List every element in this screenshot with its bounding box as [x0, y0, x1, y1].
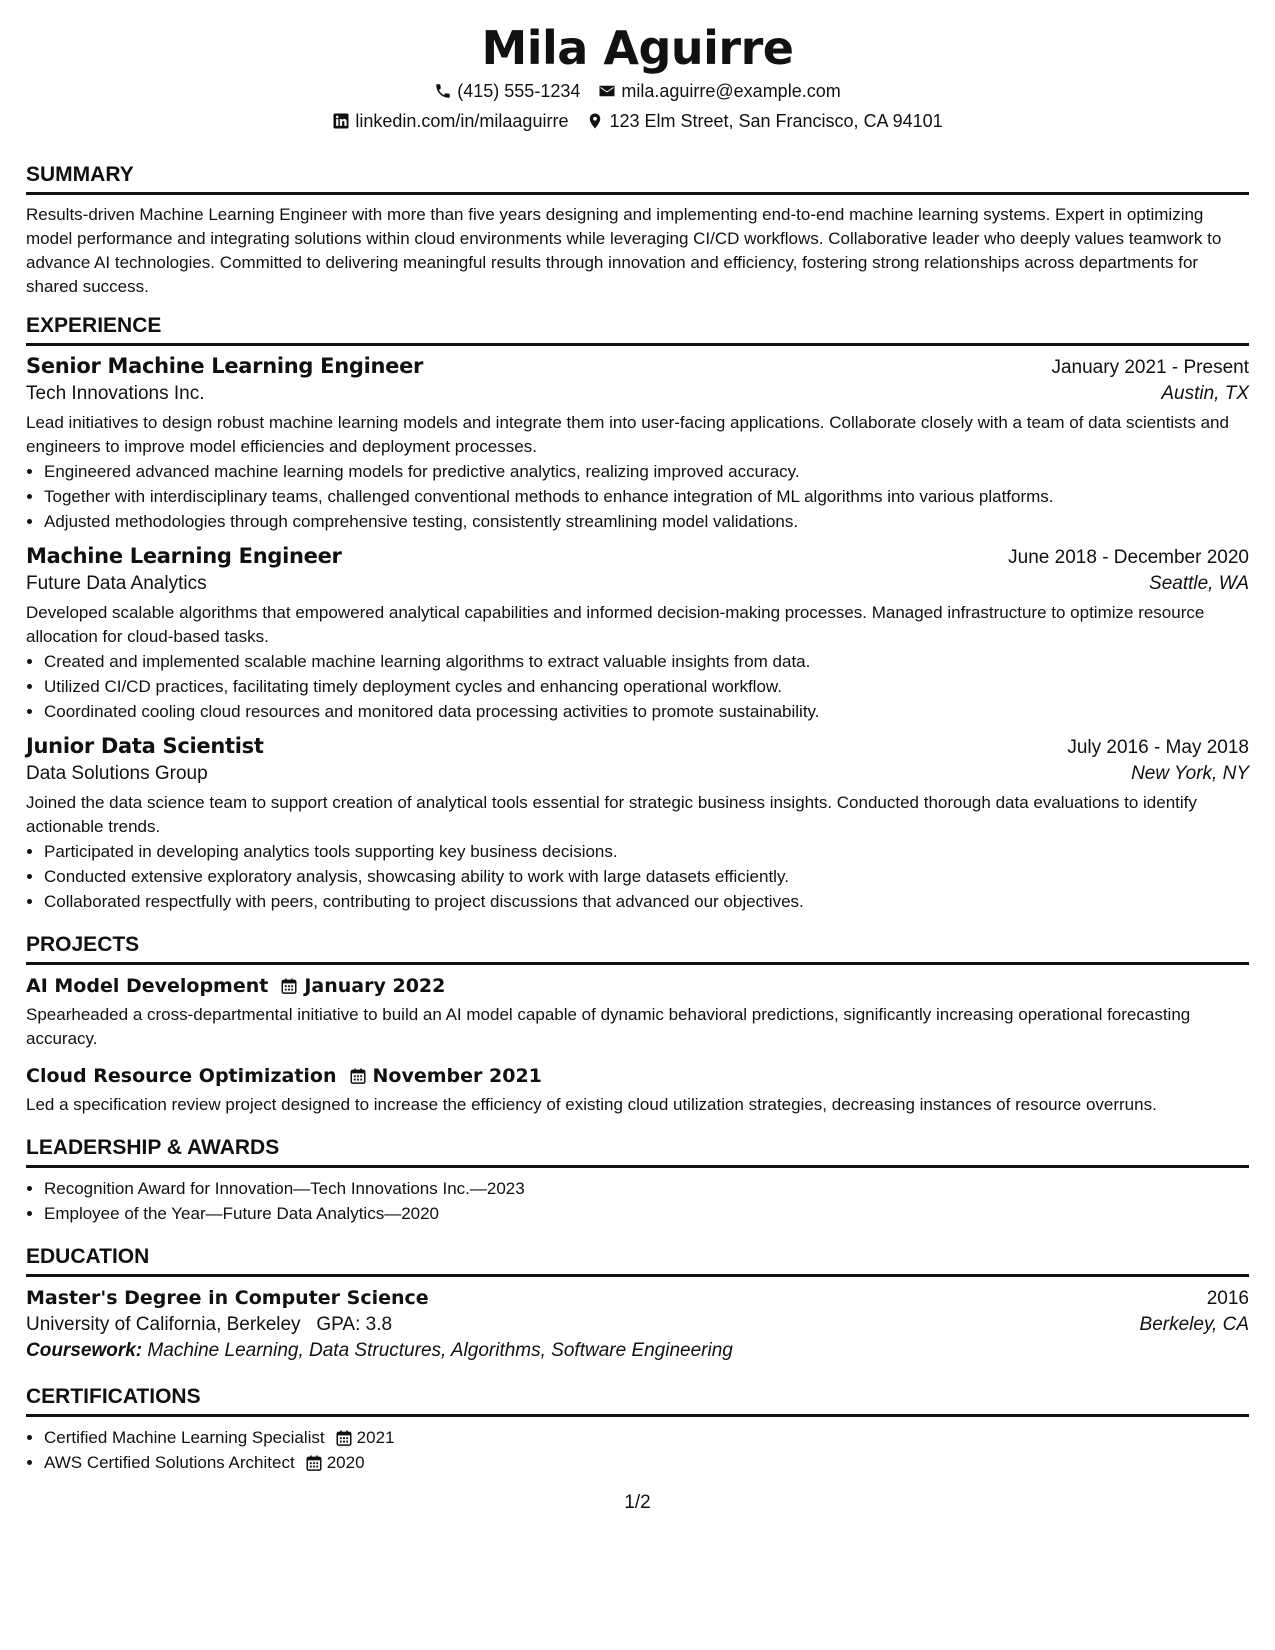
- education-school-line: [26, 1314, 392, 1336]
- page-number: 1/2: [624, 1492, 651, 1513]
- job-description: Lead initiatives to design robust machine learning models and integrate them into user-facing applications. Collaborate closely with a team of data scientists and engineers to improve model efficiencies and deployment processes.: [26, 413, 1229, 456]
- calendar-icon: [349, 1067, 367, 1085]
- project-entry: [26, 1065, 1249, 1117]
- job-subheader: [26, 763, 1249, 785]
- job-entry: [26, 544, 1249, 724]
- job-title: Junior Data Scientist: [26, 734, 264, 758]
- certification-entry: [44, 1425, 394, 1450]
- certification-name: • Certified Machine Learning Specialist: [44, 1428, 325, 1447]
- job-entry: [26, 354, 1249, 534]
- candidate-name: Mila Aguirre: [481, 21, 794, 75]
- job-bullets: [26, 839, 1249, 914]
- certification-entry: [44, 1450, 365, 1475]
- coursework-label: Coursework:: [26, 1340, 143, 1361]
- job-location: Seattle, WA: [1149, 573, 1249, 594]
- project-name: AI Model Development: [26, 975, 269, 997]
- job-company: Future Data Analytics: [26, 573, 207, 594]
- project-header: [26, 975, 1249, 997]
- job-subheader: [26, 383, 1249, 405]
- list-item: • Together with interdisciplinary teams, challenged conventional methods to enhance integration of ML algorithms into various platforms.: [44, 484, 1249, 509]
- list-item: • Utilized CI/CD practices, facilitating timely deployment cycles and enhancing operational workflow.: [44, 674, 1249, 699]
- job-bullets: [26, 649, 1249, 724]
- job-header: [26, 734, 1249, 759]
- job-title: Machine Learning Engineer: [26, 544, 342, 568]
- education-gpa: GPA: 3.8: [316, 1314, 393, 1335]
- job-bullets: [26, 459, 1249, 534]
- certification-date: [305, 1450, 365, 1475]
- list-item: • Created and implemented scalable machine learning algorithms to extract valuable insights from data.: [44, 649, 1249, 674]
- section-title-education: EDUCATION: [26, 1244, 1249, 1277]
- calendar-icon: [280, 977, 298, 995]
- contact-address: [586, 106, 942, 136]
- contact-row-primary: [26, 76, 1249, 106]
- phone-text: (415) 555-1234: [457, 81, 581, 101]
- job-dates: January 2021 - Present: [1051, 357, 1249, 378]
- calendar-icon: [335, 1429, 353, 1447]
- phone-icon: [434, 82, 452, 100]
- contact-phone: [434, 76, 580, 106]
- education-school: University of California, Berkeley: [26, 1314, 301, 1335]
- contact-email[interactable]: [598, 76, 840, 106]
- project-description: Led a specification review project designed to increase the efficiency of existing cloud utilization strategies, decreasing instances of resource overruns.: [26, 1095, 1157, 1114]
- project-date: [280, 975, 445, 997]
- project-header: [26, 1065, 1249, 1087]
- job-dates: July 2016 - May 2018: [1067, 737, 1249, 758]
- education-subheader: [26, 1314, 1249, 1336]
- job-header: [26, 544, 1249, 569]
- list-item: • Coordinated cooling cloud resources and monitored data processing activities to promote sustainability.: [44, 699, 1249, 724]
- list-item: • Conducted extensive exploratory analysis, showcasing ability to work with large datasets efficiently.: [44, 864, 1249, 889]
- list-item: • Participated in developing analytics tools supporting key business decisions.: [44, 839, 1249, 864]
- email-text: mila.aguirre@example.com: [621, 81, 841, 101]
- list-item: • Engineered advanced machine learning models for predictive analytics, realizing improved accuracy.: [44, 459, 1249, 484]
- certification-name: • AWS Certified Solutions Architect: [44, 1453, 295, 1472]
- list-item: • Adjusted methodologies through comprehensive testing, consistently streamlining model validations.: [44, 509, 1249, 534]
- education-header: [26, 1287, 1249, 1310]
- awards-list: [26, 1176, 1249, 1226]
- linkedin-text: linkedin.com/in/milaaguirre: [355, 111, 569, 131]
- linkedin-icon: [332, 112, 350, 130]
- job-description: Joined the data science team to support creation of analytical tools essential for strategic business insights. Conducted thorough data evaluations to identify actionable trends.: [26, 793, 1197, 836]
- calendar-icon: [305, 1454, 323, 1472]
- certifications-list: [26, 1425, 1249, 1475]
- envelope-icon: [598, 82, 616, 100]
- project-date-text: January 2022: [304, 975, 446, 997]
- job-header: [26, 354, 1249, 379]
- section-title-projects: PROJECTS: [26, 932, 1249, 965]
- job-company: Tech Innovations Inc.: [26, 383, 205, 404]
- certification-year: 2021: [356, 1428, 395, 1447]
- certification-date: [335, 1425, 395, 1450]
- job-dates: June 2018 - December 2020: [1008, 547, 1249, 568]
- job-title: Senior Machine Learning Engineer: [26, 354, 424, 378]
- education-year: 2016: [1206, 1288, 1249, 1309]
- contact-row-secondary: [26, 106, 1249, 136]
- section-title-summary: SUMMARY: [26, 162, 1249, 195]
- address-text: 123 Elm Street, San Francisco, CA 94101: [609, 111, 943, 131]
- education-degree: Master's Degree in Computer Science: [26, 1287, 429, 1309]
- list-item: [44, 1425, 1249, 1450]
- certification-year: 2020: [326, 1453, 365, 1472]
- section-title-awards: LEADERSHIP & AWARDS: [26, 1135, 1249, 1168]
- job-description: Developed scalable algorithms that empowered analytical capabilities and informed decision-making processes. Managed infrastructure to optimize resource allocation for cloud-based tasks.: [26, 603, 1205, 646]
- section-title-experience: EXPERIENCE: [26, 313, 1249, 346]
- resume-page: [26, 0, 1249, 1475]
- list-item: • Recognition Award for Innovation—Tech Innovations Inc.—2023: [44, 1176, 1249, 1201]
- project-date: [349, 1065, 542, 1087]
- list-item: • Employee of the Year—Future Data Analytics—2020: [44, 1201, 1249, 1226]
- coursework-text: Machine Learning, Data Structures, Algorithms, Software Engineering: [147, 1340, 733, 1361]
- project-entry: [26, 975, 1249, 1051]
- project-date-text: November 2021: [372, 1065, 542, 1087]
- contact-linkedin[interactable]: [332, 106, 568, 136]
- project-name: Cloud Resource Optimization: [26, 1065, 337, 1087]
- project-description: Spearheaded a cross-departmental initiative to build an AI model capable of dynamic behavioral predictions, significantly increasing operational forecasting accuracy.: [26, 1005, 1191, 1048]
- education-location: Berkeley, CA: [1139, 1314, 1249, 1335]
- job-entry: [26, 734, 1249, 914]
- job-location: New York, NY: [1131, 763, 1249, 784]
- list-item: [44, 1450, 1249, 1475]
- education-coursework: [26, 1340, 1249, 1362]
- list-item: • Collaborated respectfully with peers, contributing to project discussions that advanced our objectives.: [44, 889, 1249, 914]
- section-title-certifications: CERTIFICATIONS: [26, 1384, 1249, 1417]
- job-company: Data Solutions Group: [26, 763, 208, 784]
- summary-text: Results-driven Machine Learning Engineer with more than five years designing and implementing end-to-end machine learning systems. Expert in optimizing model performance and integrating solutions within cloud environments while leveraging CI/CD workflows. Collaborative leader who deeply values teamwork to advance AI technologies. Committed to delivering meaningful results through innovation and efficiency, fostering strong relationships across departments for shared success.: [26, 205, 1222, 296]
- job-subheader: [26, 573, 1249, 595]
- job-location: Austin, TX: [1161, 383, 1249, 404]
- map-pin-icon: [586, 112, 604, 130]
